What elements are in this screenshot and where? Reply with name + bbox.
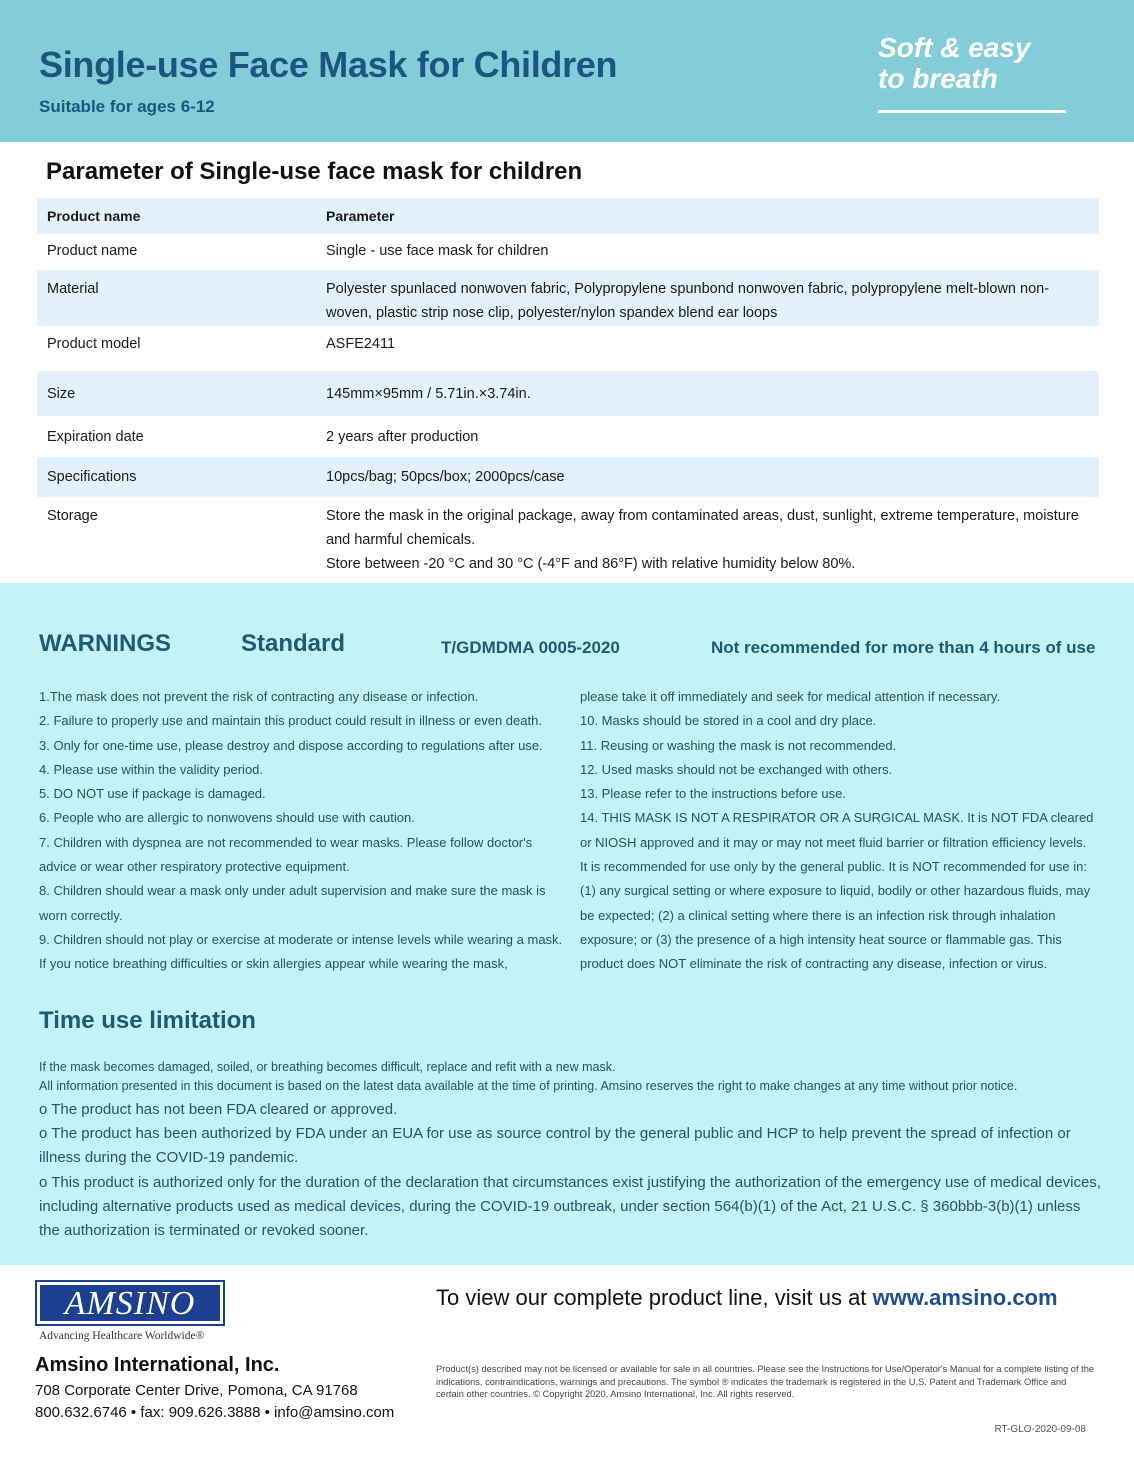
column-header-parameter: Parameter [326, 208, 395, 224]
table-row [37, 270, 1099, 326]
warning-item: It is recommended for use only by the general public. It is NOT recommended for use in: (1) any surgical setting or where exposure to liquid, bodily or other hazardous fluids, may be expected; (2) a clinical setting where there is an infection risk through inhalation exposure; or (3) the presence of a high intensity heat source or flammable gas. This product does NOT eliminate the risk of contracting any disease, infection or virus. [580, 859, 1091, 972]
row-value: 145mm×95mm / 5.71in.×3.74in. [326, 385, 531, 402]
time-use-note-1: If the mask becomes damaged, soiled, or breathing becomes difficult, replace and refit with a new mask. [39, 1060, 616, 1074]
warnings-heading: WARNINGS [39, 630, 171, 657]
warning-item: 9. Children should not play or exercise at moderate or intense levels while wearing a mask. If you notice breathing difficulties or skin allergies appear while wearing the mask, [39, 931, 563, 972]
storage-temperature: Store between -20 °C and 30 °C (-4°F and 86°F) with relative humidity below 80%. [326, 556, 856, 572]
fda-statement: o This product is authorized only for the duration of the declaration that circumstances exist justifying the authorization of the emergency use of medical devices, including alternative products used as medical devices, during the COVID-19 outbreak, under section 564(b)(1) of the Act, 21 U.S.C. § 360bbb-3(b)(1) unless the authorization is terminated or revoked sooner. [39, 1173, 1101, 1240]
warning-item: 12. Used masks should not be exchanged with others. [580, 761, 893, 777]
table-row [37, 371, 1099, 416]
visit-text: To view our complete product line, visit us at [436, 1285, 867, 1310]
table-header-row [37, 198, 1099, 234]
row-value: 10pcs/bag; 50pcs/box; 2000pcs/case [326, 469, 565, 485]
storage-text: Store the mask in the original package, away from contaminated areas, dust, sunlight, extreme temperature, moisture and harmful chemicals. [326, 508, 1079, 548]
parameters-table [37, 198, 1099, 581]
document-code: RT-GLO-2020-09-08 [994, 1424, 1086, 1435]
tagline-line-2: to breath [878, 63, 998, 94]
row-label: Size [47, 385, 76, 402]
warnings-list-right [580, 685, 1100, 977]
warning-item: 3. Only for one-time use, please destroy and dispose according to regulations after use. [39, 737, 543, 753]
parameters-title: Parameter of Single-use face mask for children [46, 158, 583, 185]
website-link[interactable]: www.amsino.com [872, 1285, 1058, 1310]
logo-wordmark: AMSINO [40, 1285, 220, 1321]
visit-line [436, 1285, 1058, 1311]
company-name: Amsino International, Inc. [35, 1354, 280, 1376]
warning-item: 10. Masks should be stored in a cool and dry place. [580, 713, 877, 729]
warning-item: 14. THIS MASK IS NOT A RESPIRATOR OR A SURGICAL MASK. It is NOT FDA cleared or NIOSH approved and it may or may not meet fluid barrier or filtration efficiency levels. [580, 810, 1094, 850]
row-value: ASFE2411 [326, 336, 396, 352]
page-title: Single-use Face Mask for Children [39, 44, 618, 85]
header-banner [0, 0, 1134, 142]
warning-item: please take it off immediately and seek for medical attention if necessary. [580, 689, 1001, 704]
table-row [37, 497, 1099, 581]
row-label: Expiration date [47, 428, 144, 445]
row-value: Polyester spunlaced nonwoven fabric, Polypropylene spunbond nonwoven fabric, polypropylene melt-blown non-woven, plastic strip nose clip, polyester/nylon spandex blend ear loops [326, 281, 1050, 321]
tagline-line-1: Soft & easy [878, 32, 1031, 63]
table-row [37, 234, 1099, 270]
page-subtitle: Suitable for ages 6-12 [39, 97, 215, 116]
fda-statements [39, 1098, 1104, 1243]
warning-item: 11. Reusing or washing the mask is not recommended. [580, 737, 897, 753]
time-use-heading: Time use limitation [39, 1007, 256, 1034]
row-label: Material [47, 281, 99, 297]
usage-note: Not recommended for more than 4 hours of use [711, 638, 1096, 657]
logo-tagline: Advancing Healthcare Worldwide® [39, 1330, 205, 1342]
fda-statement: o The product has been authorized by FDA under an EUA for use as source control by the general public and HCP to help prevent the spread of infection or illness during the COVID-19 pandemic. [39, 1125, 1071, 1167]
warning-item: 4. Please use within the validity period. [39, 761, 264, 777]
warnings-list-left [39, 685, 564, 977]
table-row [37, 416, 1099, 457]
row-label: Specifications [47, 469, 137, 485]
table-row [37, 457, 1099, 497]
tagline [878, 32, 1078, 94]
standard-code: T/GDMDMA 0005-2020 [441, 638, 620, 657]
row-value-storage [316, 497, 1099, 581]
legal-disclaimer: Product(s) described may not be licensed or available for sale in all countries. Please see the Instructions for Use/Operator's Manual for a complete listing of the indications, contraindications, warnings and precautions. The symbol ® indicates the trademark is registered in the U.S. Patent and Trademark Office and certain other countries. © Copyright 2020, Amsino International, Inc. All rights reserved. [436, 1364, 1095, 1399]
time-use-note-2: All information presented in this document is based on the latest data available at the time of printing. Amsino reserves the right to make changes at any time without prior notice. [39, 1079, 1018, 1093]
warning-item: 13. Please refer to the instructions before use. [580, 786, 846, 802]
company-contact: 800.632.6746 • fax: 909.626.3888 • info@amsino.com [35, 1404, 395, 1421]
row-label: Storage [47, 508, 98, 524]
row-value: Single - use face mask for children [326, 243, 549, 259]
warning-item: 7. Children with dyspnea are not recommended to wear masks. Please follow doctor's advice or wear other respiratory protective equipment. [39, 834, 533, 875]
column-header-product-name: Product name [47, 208, 141, 224]
row-label: Product name [47, 243, 138, 259]
row-value: 2 years after production [326, 428, 479, 445]
table-row [37, 326, 1099, 371]
company-address: 708 Corporate Center Drive, Pomona, CA 91768 [35, 1382, 358, 1399]
amsino-logo [35, 1280, 225, 1326]
warning-item: 8. Children should wear a mask only under adult supervision and make sure the mask is worn correctly. [39, 883, 546, 923]
warning-item: 1.The mask does not prevent the risk of contracting any disease or infection. [39, 689, 479, 704]
warning-item: 2. Failure to properly use and maintain this product could result in illness or even death. [39, 713, 542, 729]
row-label: Product model [47, 336, 141, 352]
warning-item: 5. DO NOT use if package is damaged. [39, 786, 266, 802]
warning-item: 6. People who are allergic to nonwovens should use with caution. [39, 810, 415, 826]
tagline-divider [878, 110, 1066, 113]
standard-heading: Standard [241, 630, 346, 657]
fda-statement: o The product has not been FDA cleared or approved. [39, 1101, 398, 1118]
